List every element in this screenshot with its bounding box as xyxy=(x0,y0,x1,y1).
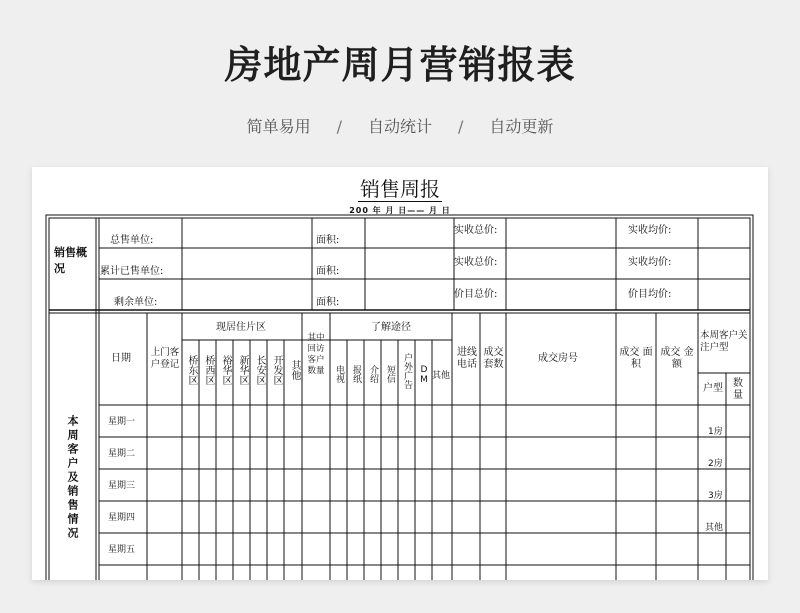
summary-price-label: 实收总价: xyxy=(454,225,498,236)
header-district: 新华区 xyxy=(237,355,248,385)
summary-area-label: 面积: xyxy=(316,297,340,308)
header-channel: 短信 xyxy=(385,365,395,383)
header-district: 裕华区 xyxy=(220,355,231,385)
header-district: 桥东区 xyxy=(186,355,197,385)
header-channel: DM xyxy=(419,365,429,385)
header-channel: 介绍 xyxy=(368,365,378,383)
banner-title: 房地产周月营销报表 xyxy=(224,43,576,87)
summary-unit-label: 剩余单位: xyxy=(114,297,158,308)
header-channel-group: 了解途径 xyxy=(371,322,411,333)
tag-separator: / xyxy=(458,117,464,136)
summary-unit-label: 总售单位: xyxy=(110,235,154,246)
weekly-section-label: 本周客户及销售情况 xyxy=(66,415,79,541)
header-residence-group: 现居住片区 xyxy=(216,322,266,333)
sheet-title: 销售周报 xyxy=(360,177,440,201)
summary-price-label: 价目总价: xyxy=(454,289,498,300)
header-focus-group: 本周客户关注户型 xyxy=(700,330,748,353)
summary-area-label: 面积: xyxy=(316,266,340,277)
header-focus-type: 户型 xyxy=(703,383,723,394)
header-district: 开发区 xyxy=(271,355,282,385)
header-district: 其他 xyxy=(289,360,300,380)
summary-avg-label: 实收均价: xyxy=(628,257,672,268)
focus-type-value: 3房 xyxy=(708,491,723,501)
tag-easy: 简单易用 xyxy=(246,117,311,136)
header-deal-area: 成交 面积 xyxy=(619,347,653,370)
summary-price-label: 实收总价: xyxy=(454,257,498,268)
tag-auto-update: 自动更新 xyxy=(489,117,554,136)
header-district: 桥西区 xyxy=(203,355,214,385)
header-focus-count: 数量 xyxy=(733,378,743,401)
summary-avg-label: 实收均价: xyxy=(628,225,672,236)
report-sheet xyxy=(32,167,768,580)
row-day: 星期三 xyxy=(108,481,136,491)
header-district: 长安区 xyxy=(254,355,265,385)
header-channel: 报纸 xyxy=(351,365,361,383)
summary-unit-label: 累计已售单位: xyxy=(100,266,164,277)
subtitle xyxy=(0,114,800,137)
row-day: 星期一 xyxy=(108,417,136,427)
header-deal-amount: 成交 金额 xyxy=(660,347,694,370)
tag-auto-stats: 自动统计 xyxy=(367,117,432,136)
summary-section-label: 销售概况 xyxy=(54,246,87,275)
header-channel: 电视 xyxy=(334,365,344,383)
row-day: 星期五 xyxy=(108,545,136,555)
header-channel: 户外广告 xyxy=(402,353,412,389)
summary-avg-label: 价目均价: xyxy=(628,289,672,300)
header-channel: 其他 xyxy=(432,371,451,381)
summary-area-label: 面积: xyxy=(316,235,340,246)
header-incoming-calls: 进线电话 xyxy=(457,347,477,370)
header-visitors: 上门客户登记 xyxy=(150,347,180,370)
row-day: 星期四 xyxy=(108,513,136,523)
header-deal-room: 成交房号 xyxy=(538,353,578,364)
date-line: 200 年 月 日—— 月 日 xyxy=(349,206,451,215)
focus-type-value: 2房 xyxy=(708,459,723,469)
tag-separator: / xyxy=(336,117,342,136)
header-date: 日期 xyxy=(111,353,131,364)
row-day: 星期二 xyxy=(108,449,136,459)
focus-type-value: 其他 xyxy=(705,523,724,533)
header-revisit-count: 其中回访客户数量 xyxy=(307,333,325,376)
focus-type-value: 1房 xyxy=(708,427,723,437)
header-deals: 成交套数 xyxy=(483,347,504,370)
